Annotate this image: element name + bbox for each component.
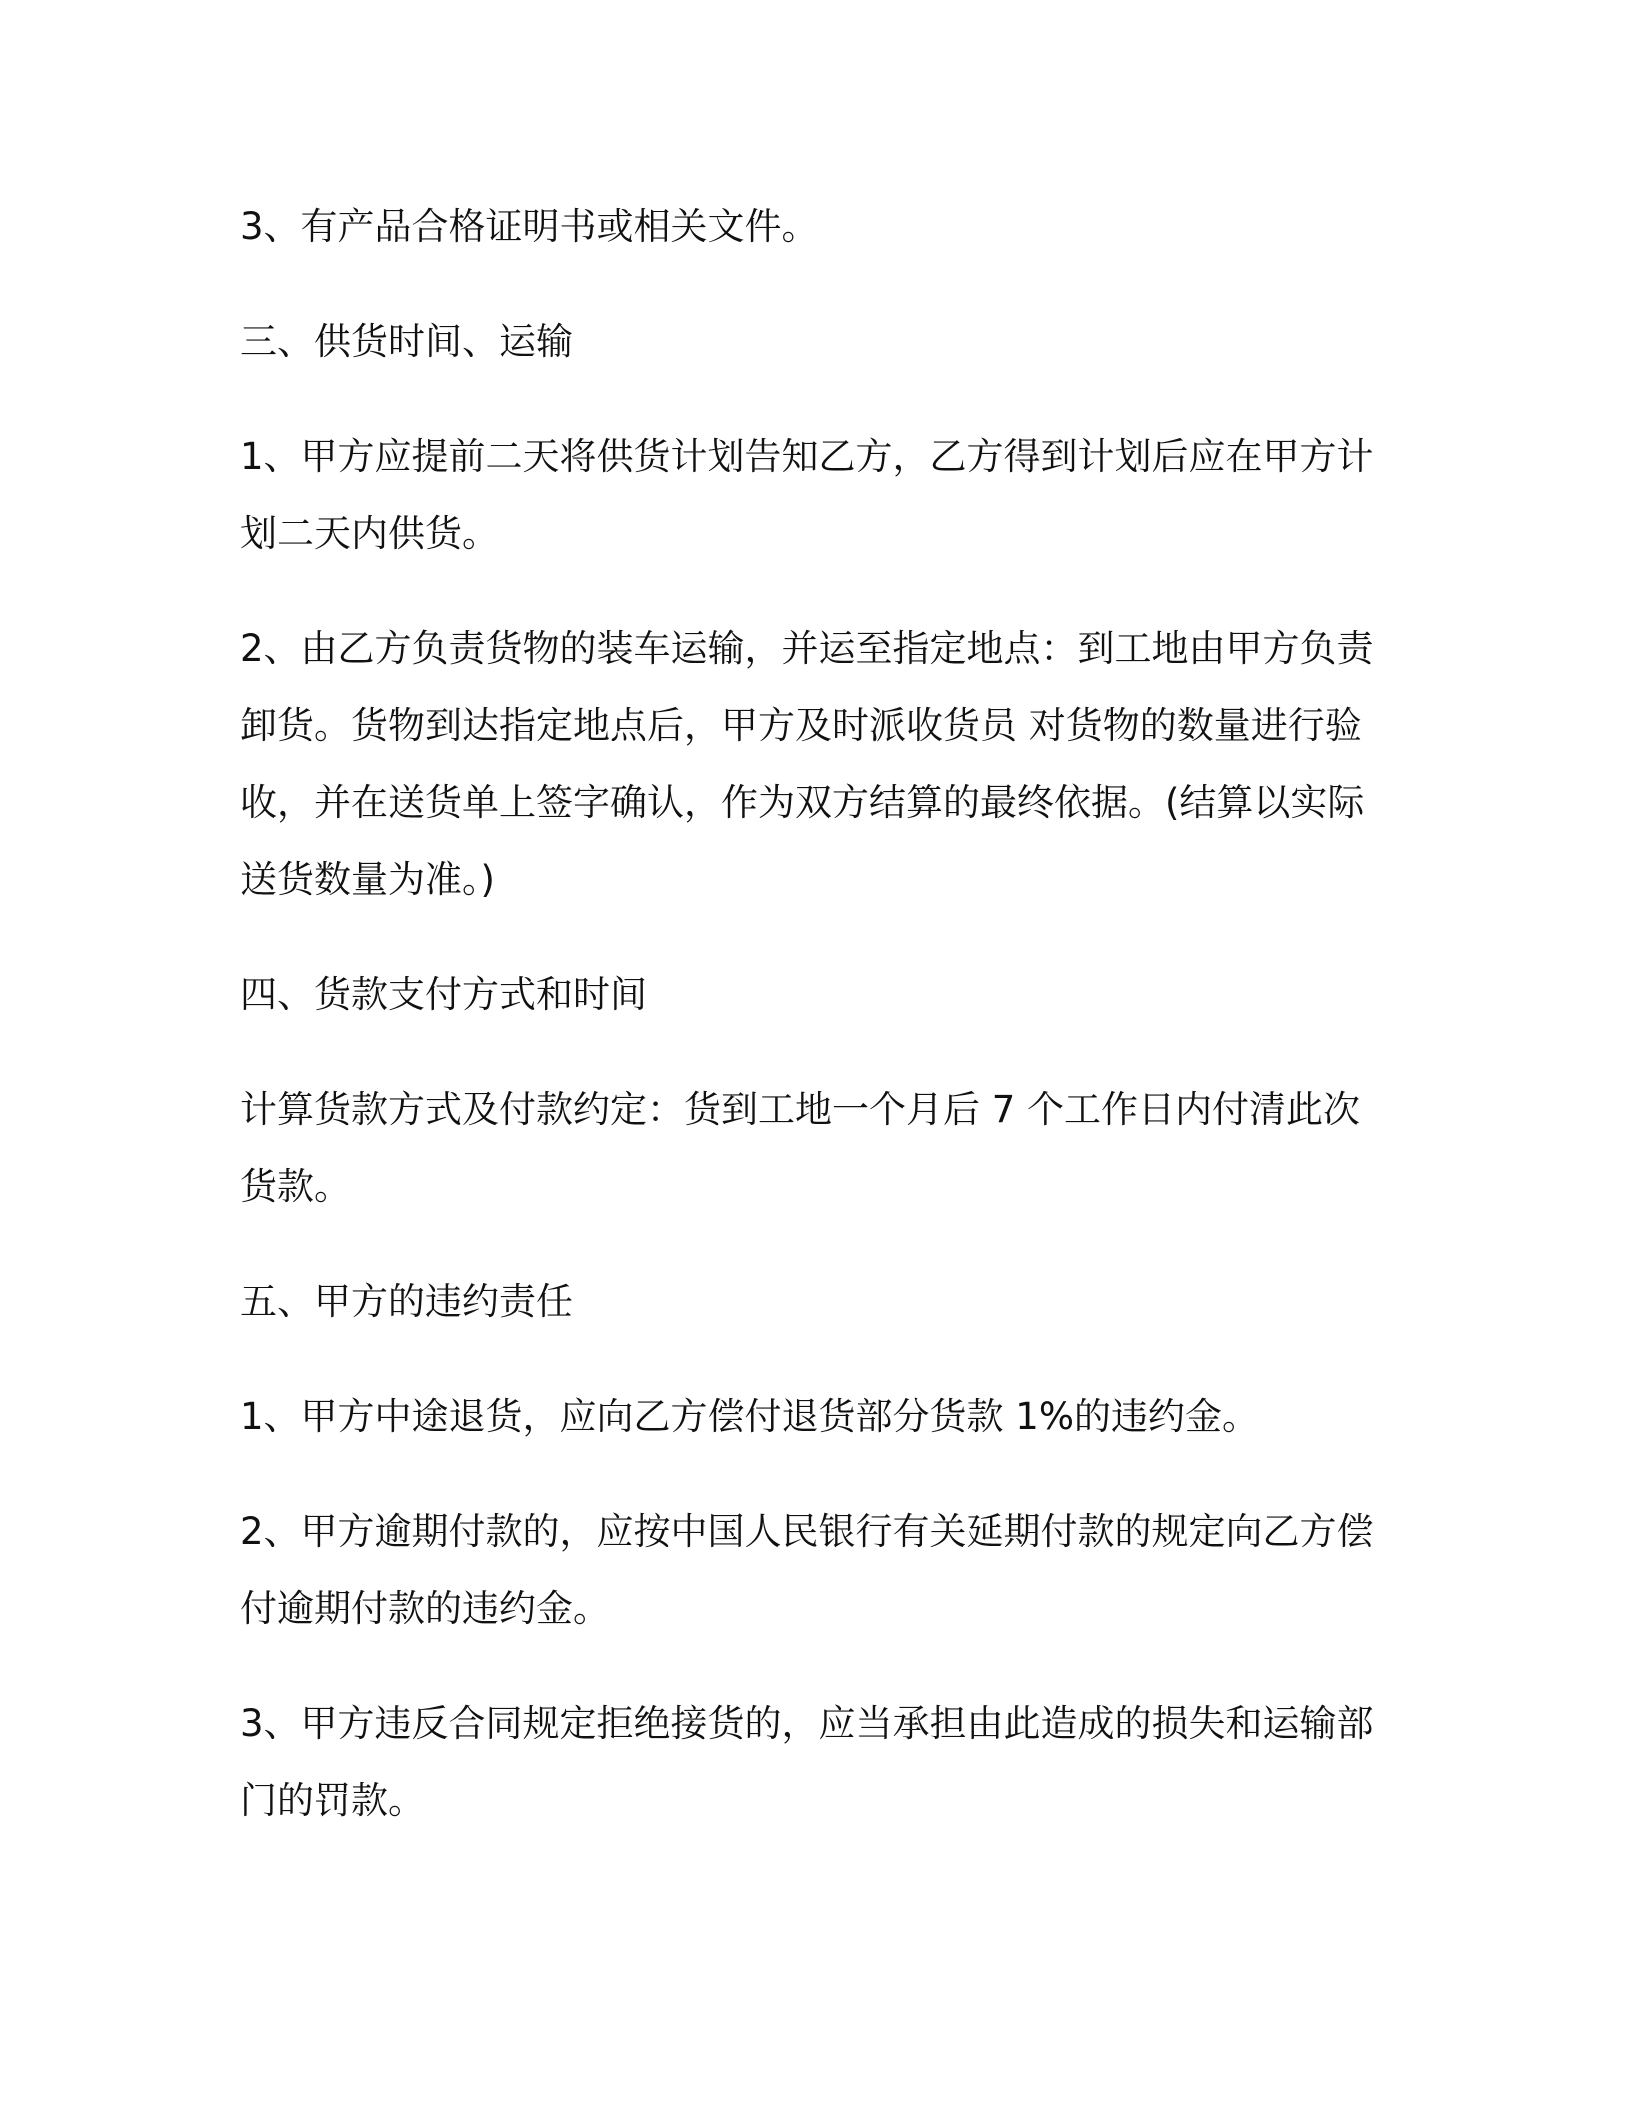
clause-1-return-penalty: 1、甲方中途退货，应向乙方偿付退货部分货款 1%的违约金。 [240, 1395, 1259, 1438]
clause-1-supply-plan: 1、甲方应提前二天将供货计划告知乙方，乙方得到计划后应在甲方计划二天内供货。 [240, 435, 1374, 555]
clause-2-transport: 2、由乙方负责货物的装车运输，并运至指定地点：到工地由甲方负责卸货。货物到达指定地点后，甲方及时派收货员 对货物的数量进行验收，并在送货单上签字确认，作为双方结算的最终依据。(结算以实际送货数量为准。) [240, 627, 1374, 901]
clause-2-late-payment: 2、甲方逾期付款的，应按中国人民银行有关延期付款的规定向乙方偿付逾期付款的违约金。 [240, 1510, 1374, 1630]
clause-3-refusal: 3、甲方违反合同规定拒绝接货的，应当承担由此造成的损失和运输部门的罚款。 [240, 1702, 1374, 1822]
payment-terms: 计算货款方式及付款约定：货到工地一个月后 7 个工作日内付清此次货款。 [240, 1088, 1361, 1208]
document-body [240, 188, 1390, 1877]
section-heading-payment: 四、货款支付方式和时间 [240, 973, 647, 1016]
clause-3-certificate: 3、有产品合格证明书或相关文件。 [240, 205, 819, 248]
section-heading-supply-time: 三、供货时间、运输 [240, 320, 573, 363]
section-heading-buyer-liability: 五、甲方的违约责任 [240, 1280, 573, 1323]
